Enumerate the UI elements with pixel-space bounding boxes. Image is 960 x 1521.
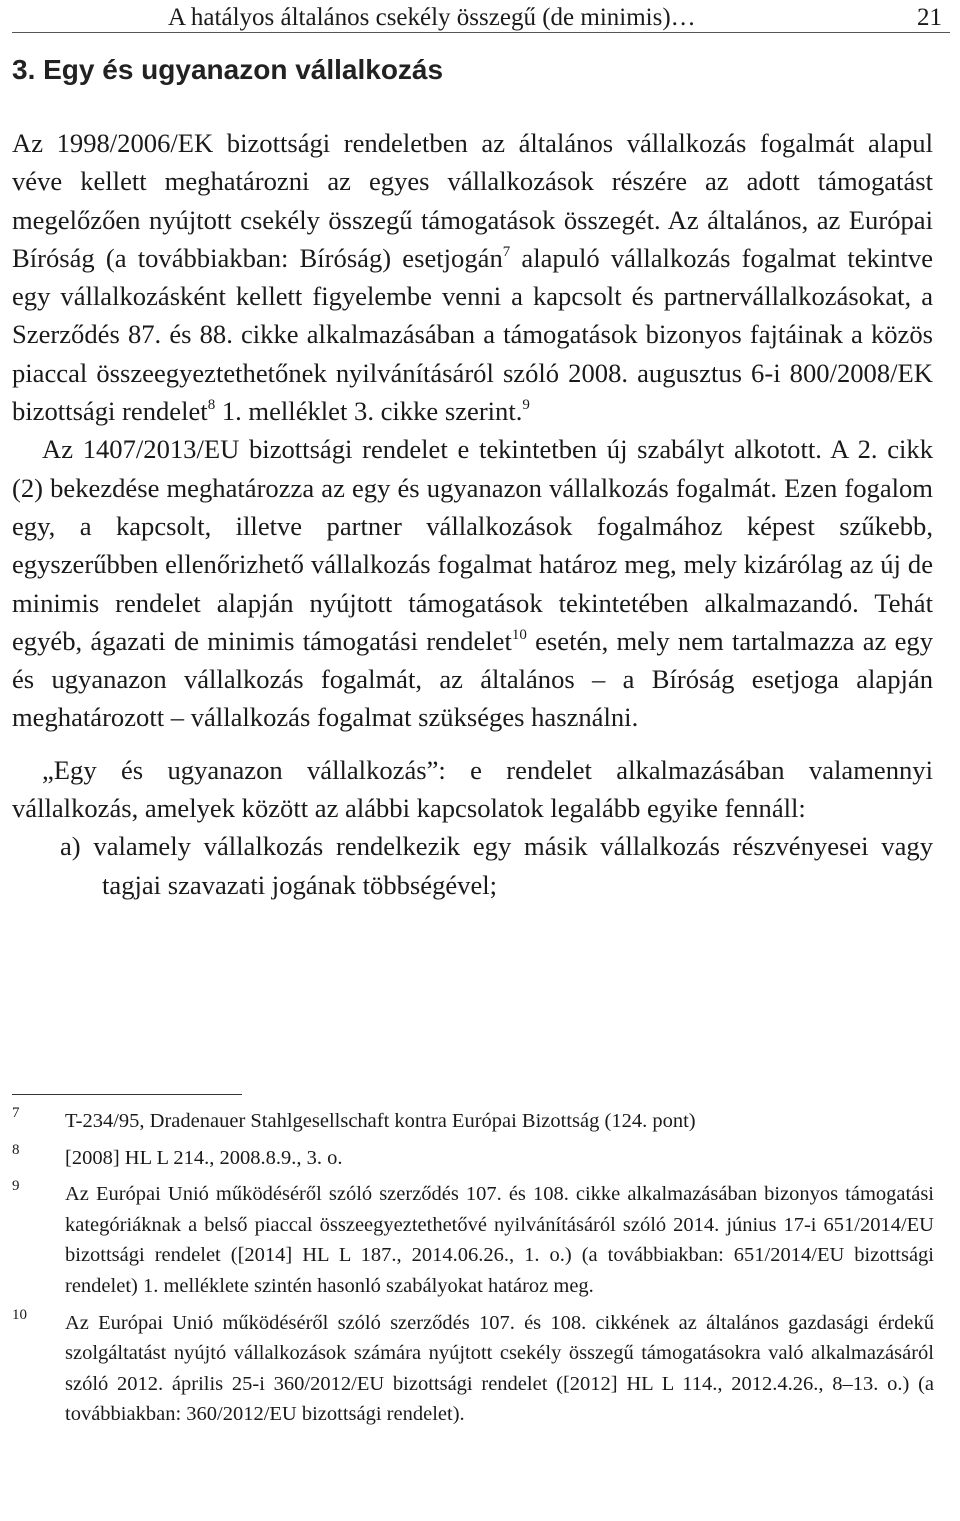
- footnote-ref-10[interactable]: 10: [511, 626, 527, 643]
- footnote-9: [12, 1179, 934, 1301]
- footnote-mark: 10: [12, 1306, 27, 1323]
- footnotes: [12, 1106, 934, 1436]
- paragraph-1: [12, 124, 933, 430]
- paragraph-1-text-b: alapuló vállalkozás fogalmat tekintve egy vállalkozásként kellett figyelembe venni a kapcsolt és partnervállalkozásokat, a Szerződés 87. és 88. cikke alkalmazásában a támogatások bizonyos fajtáinak a közös piaccal összeegyeztethetőnek nyilvánításáról szóló 2008. augusztus 6-i 800/2008/EK bizottsági rendelet: [12, 242, 934, 427]
- paragraph-gap: [12, 737, 933, 751]
- footnote-10: [12, 1308, 934, 1430]
- footnote-text: [2008] HL L 214., 2008.8.9., 3. o.: [65, 1146, 343, 1169]
- page-number: 21: [917, 4, 942, 31]
- footnote-ref-8[interactable]: 8: [207, 397, 216, 414]
- body-text: [12, 124, 933, 904]
- paragraph-1-text-a: Az 1998/2006/EK bizottsági rendeletben az általános vállalkozás fogalmát alapul véve kellett meghatározni az egyes vállalkozások részére az adott támogatást megelőzően nyújtott csekély összegű támogatások összegét. Az általános, az Európai Bíróság (a továbbiakban: Bíróság) esetjogán: [12, 128, 933, 273]
- footnote-divider: [12, 1094, 242, 1095]
- footnote-mark: 7: [12, 1105, 20, 1121]
- list-item-a: a) valamely vállalkozás rendelkezik egy másik vállalkozás részvényesei vagy tagjai szavazati jogának többségével;: [60, 831, 933, 900]
- footnote-text: Az Európai Unió működéséről szóló szerződés 107. és 108. cikke alkalmazásában bizonyos támogatási kategóriáknak a belső piaccal összeegyeztethetővé nyilvánításáról szóló 2014. június 17-i 651/2014/EU bizottsági rendelet ([2014] HL L 187., 2014.06.26., 1. o.) (a továbbiakban: 651/2014/EU bizottsági rendelet) 1. melléklete szintén hasonló szabályokat határoz meg.: [65, 1183, 934, 1297]
- definition-paragraph: „Egy és ugyanazon vállalkozás”: e rendelet alkalmazásában valamennyi vállalkozás, amelyek között az alábbi kapcsolatok legalább egyike fennáll:: [12, 754, 933, 824]
- paragraph-2-text-a: Az 1407/2013/EU bizottsági rendelet e tekintetben új szabályt alkotott. A 2. cikk (2) bekezdése meghatározza az egy és ugyanazon vállalkozás fogalmát. Ezen fogalom egy, a kapcsolt, illetve partner vállalkozások fogalmához képest szűkebb, egyszerűbben ellenőrizhető vállalkozás fogalmat határoz meg, mely kizárólag az új de minimis rendelet alapján nyújtott támogatások tekintetében alkalmazandó. Tehát egyéb, ágazati de minimis támogatási rendelet: [12, 434, 933, 656]
- footnote-8: [12, 1143, 934, 1174]
- footnote-mark: 9: [12, 1178, 20, 1195]
- footnote-7: [12, 1106, 934, 1137]
- footnote-mark: 8: [12, 1141, 20, 1158]
- paragraph-2: [12, 430, 933, 736]
- footnote-text: T-234/95, Dradenauer Stahlgesellschaft kontra Európai Bizottság (124. pont): [65, 1110, 696, 1132]
- paragraph-2-text-b: esetén, mely nem tartalmazza az egy és ugyanazon vállalkozás fogalmát, az általános – a Bíróság esetjoga alapján meghatározott – vállalkozás fogalmat szükséges használni.: [12, 625, 933, 733]
- footnote-text: Az Európai Unió működéséről szóló szerződés 107. és 108. cikkének az általános gazdasági érdekű szolgáltatást nyújtó vállalkozások számára nyújtott csekély összegű támogatásokra való alkalmazásáról szóló 2012. április 25-i 360/2012/EU bizottsági rendelet ([2012] HL L 114., 2012.4.26., 8–13. o.) (a továbbiakban: 360/2012/EU bizottsági rendelet).: [65, 1311, 934, 1426]
- footnote-ref-7[interactable]: 7: [502, 243, 511, 260]
- footnote-ref-9[interactable]: 9: [522, 397, 530, 414]
- paragraph-1-text-c: 1. melléklet 3. cikke szerint.: [215, 396, 523, 427]
- running-header: [12, 2, 950, 33]
- section-heading: 3. Egy és ugyanazon vállalkozás: [12, 54, 444, 85]
- running-title: A hatályos általános csekély összegű (de minimis)…: [168, 4, 696, 31]
